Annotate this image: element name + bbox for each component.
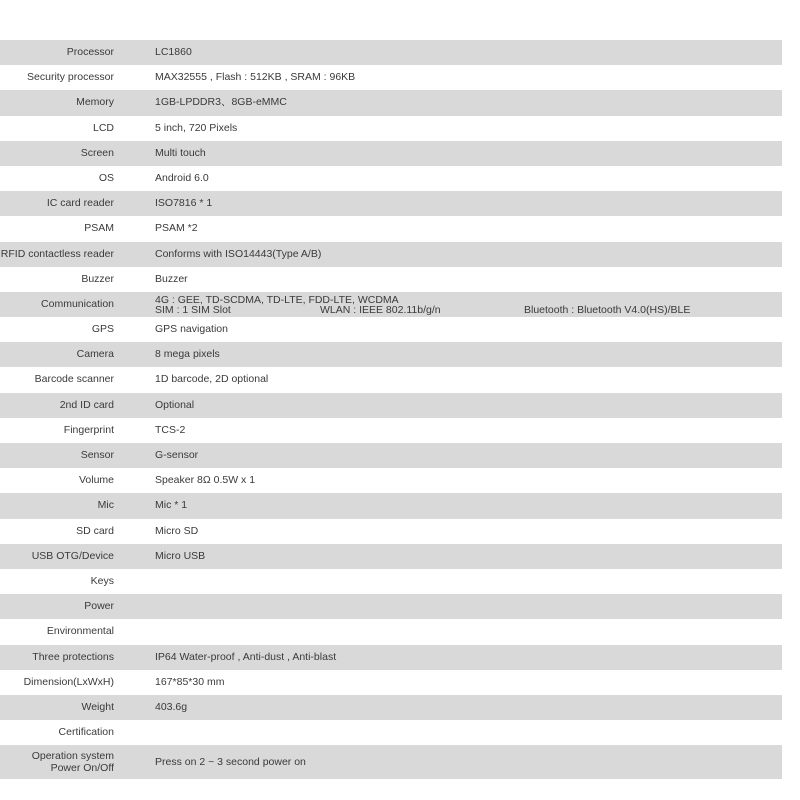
label-power-on-off: Power On/Off	[50, 762, 114, 775]
label-os: OS	[98, 171, 114, 184]
label-barcode-scanner: Barcode scanner	[34, 373, 114, 386]
comm-sim: SIM : 1 SIM Slot	[155, 304, 231, 316]
row-volume	[0, 468, 782, 493]
value-usb: Micro USB	[155, 549, 206, 562]
row-usb	[0, 544, 782, 569]
label-volume: Volume	[78, 474, 114, 487]
value-ic-card-reader: ISO7816 * 1	[155, 197, 213, 210]
value-rfid-reader: Conforms with ISO14443(Type A/B)	[155, 247, 322, 260]
row-processor	[0, 40, 782, 65]
value-volume: Speaker 8Ω 0.5W x 1	[155, 474, 256, 487]
spec-table	[0, 40, 782, 779]
label-power: Power	[84, 600, 114, 613]
row-environmental	[0, 619, 782, 644]
label-environmental: Environmental	[46, 625, 114, 638]
row-barcode-scanner	[0, 367, 782, 392]
label-operation-system: Operation system	[31, 750, 114, 763]
value-os: Android 6.0	[155, 171, 209, 184]
label-sd-card: SD card	[76, 524, 114, 537]
label-screen: Screen	[80, 146, 114, 159]
row-operation-system	[0, 745, 782, 779]
row-security-processor	[0, 65, 782, 90]
value-sd-card: Micro SD	[155, 524, 199, 537]
value-processor: LC1860	[155, 46, 192, 58]
label-communication: Communication	[41, 297, 114, 310]
row-sensor	[0, 443, 782, 468]
value-gps: GPS navigation	[155, 323, 228, 336]
label-dimension: Dimension(LxWxH)	[23, 675, 114, 688]
label-processor: Processor	[66, 46, 114, 58]
value-fingerprint: TCS-2	[155, 423, 186, 436]
row-certification	[0, 720, 782, 745]
row-rfid-reader	[0, 242, 782, 267]
label-gps: GPS	[91, 323, 114, 336]
comm-bluetooth: Bluetooth : Bluetooth V4.0(HS)/BLE	[524, 304, 691, 316]
value-weight: 403.6g	[155, 700, 188, 713]
row-fingerprint	[0, 418, 782, 443]
label-lcd: LCD	[92, 121, 114, 134]
value-screen: Multi touch	[155, 146, 206, 159]
value-camera: 8 mega pixels	[155, 348, 220, 361]
value-three-protections: IP64 Water-proof , Anti-dust , Anti-blast	[155, 650, 337, 663]
label-psam: PSAM	[84, 222, 114, 235]
value-operation-system: Press on 2 ~ 3 second power on	[155, 756, 306, 769]
label-ic-card-reader: IC card reader	[46, 197, 114, 210]
row-dimension	[0, 670, 782, 695]
value-buzzer: Buzzer	[155, 272, 188, 285]
value-mic: Mic * 1	[155, 499, 188, 512]
row-communication	[0, 292, 782, 317]
row-memory	[0, 90, 782, 115]
label-keys: Keys	[90, 574, 114, 587]
label-sensor: Sensor	[80, 449, 114, 461]
value-security-processor: MAX32555 , Flash : 512KB , SRAM : 96KB	[155, 71, 356, 84]
row-2nd-id-card	[0, 393, 782, 418]
label-mic: Mic	[97, 499, 114, 512]
value-barcode-scanner: 1D barcode, 2D optional	[155, 373, 269, 386]
label-usb: USB OTG/Device	[31, 549, 114, 562]
row-os	[0, 166, 782, 191]
label-2nd-id-card: 2nd ID card	[59, 398, 114, 411]
value-sensor: G-sensor	[155, 449, 199, 461]
label-security-processor: Security processor	[27, 71, 114, 84]
value-communication	[155, 292, 782, 316]
row-ic-card-reader	[0, 191, 782, 216]
row-screen	[0, 141, 782, 166]
label-buzzer: Buzzer	[81, 272, 114, 285]
row-three-protections	[0, 645, 782, 670]
label-rfid-reader: RFID contactless reader	[0, 247, 114, 260]
label-camera: Camera	[76, 348, 114, 361]
label-memory: Memory	[76, 96, 114, 109]
value-2nd-id-card: Optional	[155, 398, 195, 411]
comm-wlan: WLAN : IEEE 802.11b/g/n	[320, 304, 441, 316]
label-certification: Certification	[58, 726, 114, 739]
row-psam	[0, 216, 782, 241]
row-buzzer	[0, 267, 782, 292]
row-lcd	[0, 116, 782, 141]
row-sd-card	[0, 519, 782, 544]
value-lcd: 5 inch, 720 Pixels	[155, 121, 238, 134]
comm-4g: 4G : GEE, TD-SCDMA, TD-LTE, FDD-LTE, WCDMA	[155, 293, 399, 306]
row-mic	[0, 493, 782, 518]
label-fingerprint: Fingerprint	[63, 423, 114, 436]
value-dimension: 167*85*30 mm	[155, 675, 225, 688]
row-gps	[0, 317, 782, 342]
value-psam: PSAM *2	[155, 222, 198, 235]
row-camera	[0, 342, 782, 367]
row-weight	[0, 695, 782, 720]
value-memory: 1GB-LPDDR3、8GB-eMMC	[155, 96, 287, 109]
row-power	[0, 594, 782, 619]
row-keys	[0, 569, 782, 594]
label-weight: Weight	[81, 700, 114, 713]
label-three-protections: Three protections	[32, 650, 114, 663]
